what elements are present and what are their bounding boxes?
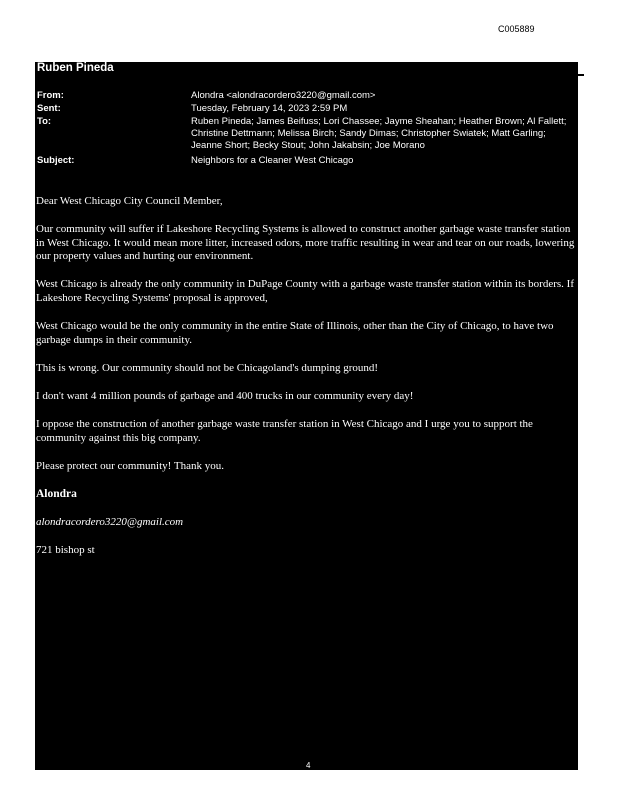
sender-name: Ruben Pineda [37, 62, 114, 74]
signature-name: Alondra [36, 488, 77, 500]
body-paragraph: West Chicago is already the only community in DuPage County with a garbage waste transfer station within its borders. If Lakeshore Recycling Systems' proposal is approved, [36, 278, 574, 304]
email-document [35, 62, 578, 770]
signature-address: 721 bishop st [36, 544, 95, 556]
to-label: To: [37, 116, 52, 127]
page-number: 4 [306, 761, 311, 770]
to-value: Ruben Pineda; James Beifuss; Lori Chassee; Jayme Sheahan; Heather Brown; Al Fallett; Christine Dettmann; Melissa Birch; Sandy Dimas; Christopher Swiatek; Matt Garling; Jeanne Short; Becky Stout; John Jakabsin; Joe Morano [191, 116, 567, 151]
bates-number: C005889 [498, 24, 535, 34]
body-paragraph: This is wrong. Our community should not be Chicagoland's dumping ground! [36, 362, 379, 374]
body-paragraph: West Chicago would be the only community in the entire State of Illinois, other than the City of Chicago, to have two garbage dumps in their community. [36, 320, 554, 346]
greeting: Dear West Chicago City Council Member, [36, 195, 223, 207]
from-value: Alondra <alondracordero3220@gmail.com> [191, 90, 376, 101]
sent-label: Sent: [37, 103, 61, 114]
subject-value: Neighbors for a Cleaner West Chicago [191, 155, 354, 166]
closing-paragraph: Please protect our community! Thank you. [36, 460, 224, 472]
edge-mark [578, 74, 584, 76]
from-label: From: [37, 90, 64, 101]
body-paragraph: I don't want 4 million pounds of garbage and 400 trucks in our community every day! [36, 390, 414, 402]
body-paragraph: Our community will suffer if Lakeshore Recycling Systems is allowed to construct another garbage waste transfer station in West Chicago. It would mean more litter, increased odors, more traffic resulting in wear and tear on our roads, lowering our property values and hurting our environment. [36, 223, 575, 262]
subject-label: Subject: [37, 155, 75, 166]
signature-email[interactable]: alondracordero3220@gmail.com [36, 516, 184, 528]
body-paragraph: I oppose the construction of another garbage waste transfer station in West Chicago and I urge you to support the community against this big company. [36, 418, 533, 444]
sent-value: Tuesday, February 14, 2023 2:59 PM [191, 103, 348, 114]
